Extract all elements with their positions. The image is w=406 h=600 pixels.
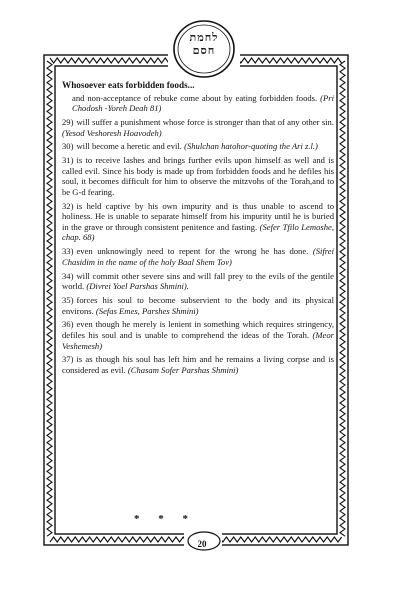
paragraph-p35	[62, 295, 334, 316]
paragraph-text: is as though his soul has left him and he remains a living corpse and is considered as evil.	[62, 354, 334, 375]
paragraph-p33	[62, 246, 334, 267]
seal-text: לחמת חסם	[189, 31, 219, 57]
paragraph-p36	[62, 319, 334, 351]
paragraph-text: will suffer a punishment whose force is stronger than that of any other sin.	[76, 116, 334, 127]
paragraph-p34	[62, 271, 334, 292]
source-citation: (Sefer Tfilo Lemoshe, chap. 68)	[62, 221, 334, 243]
source-citation: (Sifrei Chasidim in the name of the holy Baal Shem Tov)	[62, 246, 334, 267]
page-number: 20	[197, 539, 207, 549]
paragraph-text: is held captive by his own impurity and is thus unable to ascend to holiness. He is unable to separate himself from his impurity until he is buried in the grave or through consistent penitence and fasting.	[62, 200, 334, 232]
paragraph-number: 36)	[62, 319, 74, 330]
paragraph-text: is to receive lashes and brings further evils upon himself as well and is called evil. Since his body is made up from forbidden foods and he defiles his soul, it becomes difficult for him to observe the mitzvohs of the Torah,and to be G-d fearing.	[62, 155, 334, 197]
section-end-stars: * * *	[134, 513, 196, 525]
paragraph-text: even unknowingly need to repent for the wrong he has done.	[76, 246, 309, 257]
paragraph-number: 31)	[62, 155, 74, 166]
paragraph-p37	[62, 354, 334, 375]
paragraph-number: 37)	[62, 354, 74, 365]
paragraph-cont	[62, 93, 334, 114]
section-heading: Whosoever eats forbidden foods...	[62, 80, 195, 90]
source-citation: (Shulchan hatohor-quoting the Ari z.l.)	[184, 141, 318, 152]
paragraph-text: forces his soul to become subservient to the body and its physical environs.	[62, 295, 334, 316]
source-citation: (Divrei Yoel Parshas Shmini).	[86, 281, 189, 292]
paragraph-p32	[62, 201, 334, 243]
paragraph-p29	[62, 117, 334, 138]
page-content	[62, 80, 334, 379]
paragraph-number: 33)	[62, 246, 74, 257]
paragraph-number: 35)	[62, 295, 74, 305]
paragraph-number: 32)	[62, 200, 74, 211]
paragraph-text: and non-acceptance of rebuke come about by eating forbidden foods.	[72, 92, 318, 103]
source-citation: (Chasam Sofer Parshas Shmini)	[127, 364, 239, 375]
paragraph-p30	[62, 141, 334, 152]
paragraph-p31	[62, 155, 334, 197]
source-citation: (Yesod Veshoresh Hoavodeh)	[62, 127, 162, 138]
paragraph-text: will become a heretic and evil.	[76, 141, 182, 152]
paragraph-number: 29)	[62, 116, 74, 127]
source-citation: (Meor Veshemesh)	[62, 329, 334, 351]
source-citation: (Pri Chodosh -Yoreh Deah 81)	[72, 92, 334, 114]
paragraph-number: 30)	[62, 141, 74, 152]
paragraph-list	[62, 93, 334, 376]
paragraph-text: even though he merely is lenient in something which requires stringency, defiles his soul and is unable to comprehend the ideas of the Torah.	[62, 319, 334, 340]
source-citation: (Sefas Emes, Parshes Shmini)	[95, 305, 199, 316]
paragraph-number: 34)	[62, 270, 74, 281]
paragraph-text: will commit other severe sins and will fall prey to the evils of the gentile world.	[62, 270, 334, 292]
